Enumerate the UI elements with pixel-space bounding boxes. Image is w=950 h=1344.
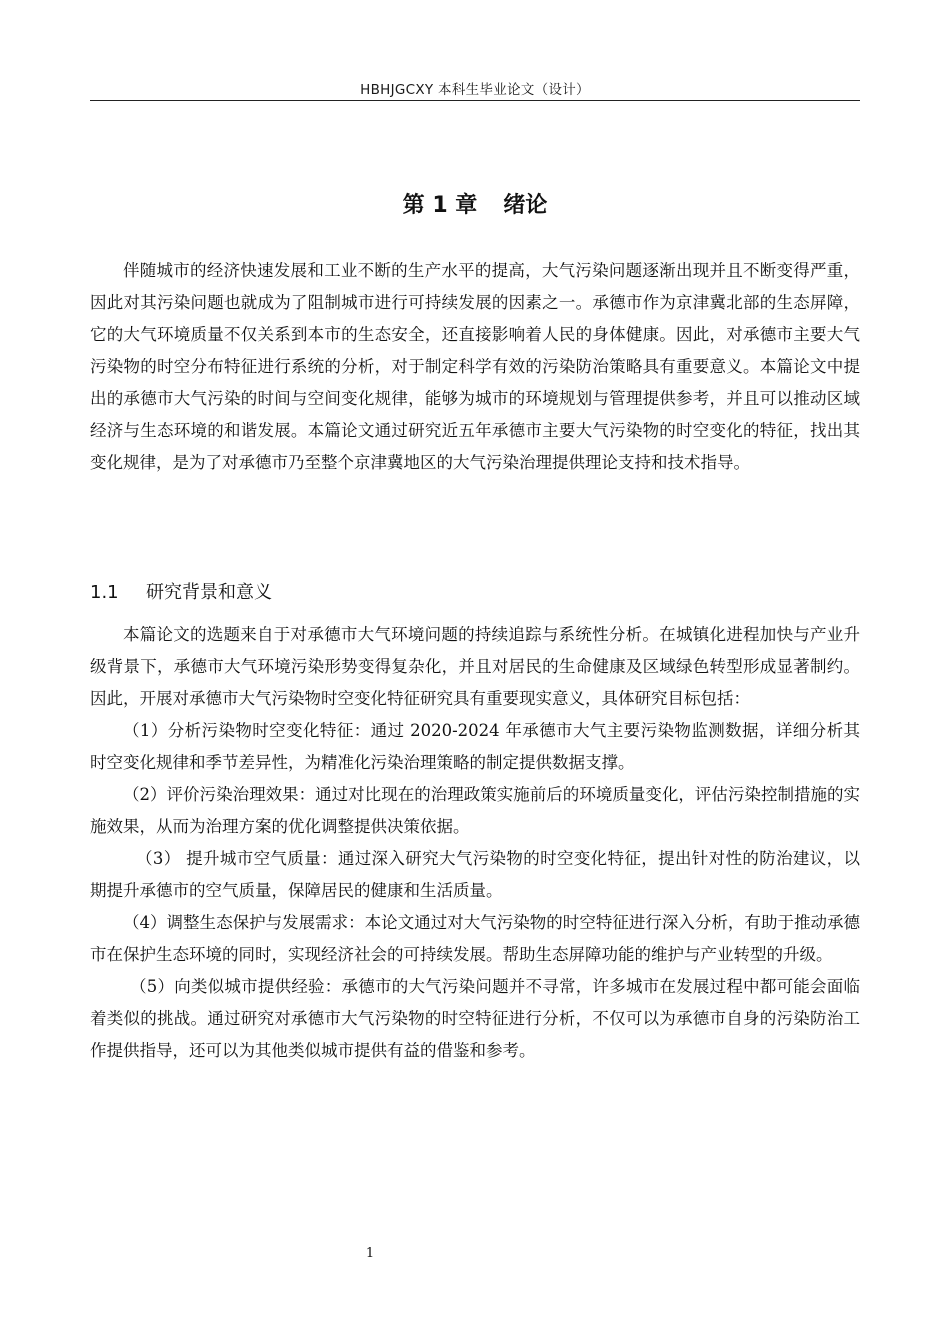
chapter-number: 第 1 章 — [402, 193, 478, 218]
chapter-name: 绪论 — [503, 193, 548, 218]
running-header: HBHJGCXY 本科生毕业论文（设计） — [360, 82, 590, 98]
objective-item-5: （5）向类似城市提供经验：承德市的大气污染问题并不寻常，许多城市在发展过程中都可能会面临着类似的挑战。通过研究对承德市大气污染物的时空特征进行分析，不仅可以为承德市自身的污染防治工作提供指导，还可以为其他类似城市提供有益的借鉴和参考。 — [90, 977, 860, 1060]
section-number: 1.1 — [90, 582, 119, 603]
page-number: 1 — [365, 1246, 375, 1261]
section-paragraph: 本篇论文的选题来自于对承德市大气环境问题的持续追踪与系统性分析。在城镇化进程加快与产业升级背景下，承德市大气环境污染形势变得复杂化，并且对居民的生命健康及区域绿色转型形成显著制约。因此，开展对承德市大气污染物时空变化特征研究具有重要现实意义，具体研究目标包括： — [90, 625, 860, 708]
objective-item-4: （4）调整生态保护与发展需求：本论文通过对大气污染物的时空特征进行深入分析，有助于推动承德市在保护生态环境的同时，实现经济社会的可持续发展。帮助生态屏障功能的维护与产业转型的升级。 — [90, 913, 860, 964]
objective-item-2: （2）评价污染治理效果：通过对比现在的治理政策实施前后的环境质量变化，评估污染控制措施的实施效果，从而为治理方案的优化调整提供决策依据。 — [90, 785, 860, 836]
objective-item-1: （1）分析污染物时空变化特征：通过 2020-2024 年承德市大气主要污染物监测数据，详细分析其时空变化规律和季节差异性，为精准化污染治理策略的制定提供数据支撑。 — [90, 721, 860, 772]
section-title: 研究背景和意义 — [146, 582, 272, 603]
section-body — [90, 619, 860, 1067]
chapter-title — [90, 188, 860, 219]
header-divider — [90, 100, 860, 101]
intro-paragraph: 伴随城市的经济快速发展和工业不断的生产水平的提高，大气污染问题逐渐出现并且不断变得严重，因此对其污染问题也就成为了阻制城市进行可持续发展的因素之一。承德市作为京津冀北部的生态屏障，它的大气环境质量不仅关系到本市的生态安全，还直接影响着人民的身体健康。因此，对承德市主要大气污染物的时空分布特征进行系统的分析，对于制定科学有效的污染防治策略具有重要意义。本篇论文中提出的承德市大气污染的时间与空间变化规律，能够为城市的环境规划与管理提供参考，并且可以推动区域经济与生态环境的和谐发展。本篇论文通过研究近五年承德市主要大气污染物的时空变化的特征，找出其变化规律，是为了对承德市乃至整个京津冀地区的大气污染治理提供理论支持和技术指导。 — [90, 261, 860, 472]
section-heading — [90, 578, 860, 604]
objective-item-3: （3） 提升城市空气质量：通过深入研究大气污染物的时空变化特征，提出针对性的防治建议，以期提升承德市的空气质量，保障居民的健康和生活质量。 — [90, 849, 860, 900]
